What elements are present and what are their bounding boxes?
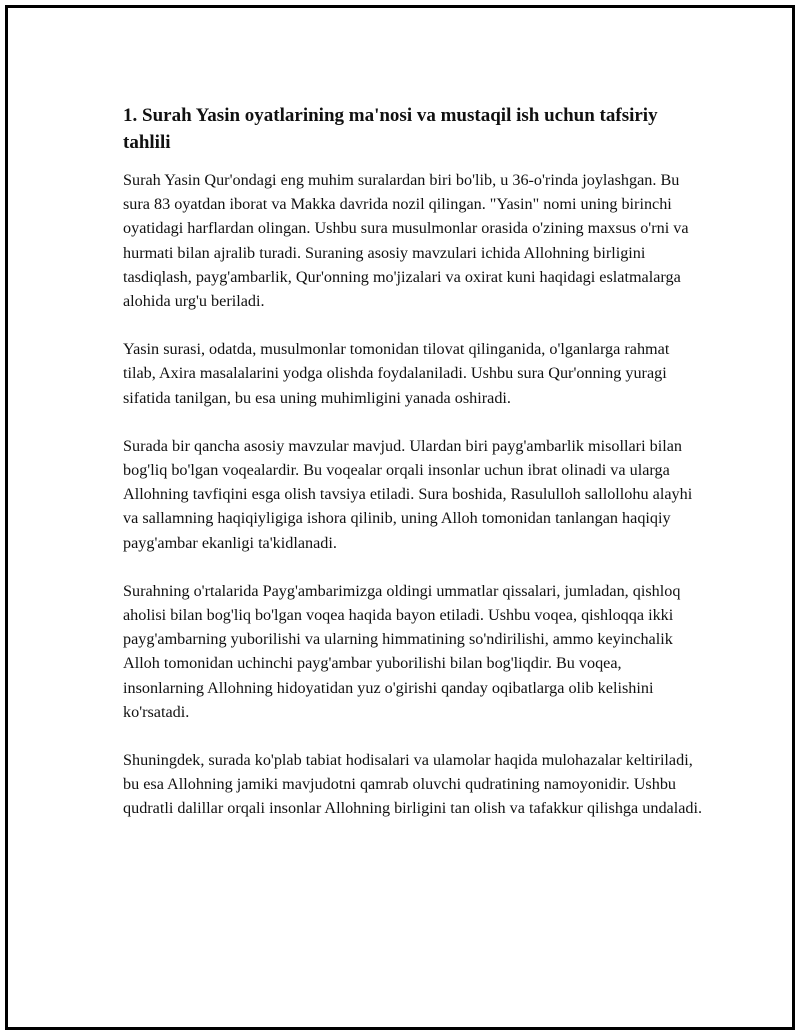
page-frame [5,5,795,1030]
paragraph-3: Surada bir qancha asosiy mavzular mavjud. Ulardan biri payg'ambarlik misollari bilan bog'liq bo'lgan voqealardir. Bu voqealar orqali insonlar uchun ibrat olinadi va ularga Allohning tavfiqini esga olish tavsiya etiladi. Sura boshida, Rasululloh sallollohu alayhi va sallamning haqiqiyligiga ishora qilinib, uning Alloh tomonidan tanlangan haqiqiy payg'ambar ekanligi ta'kidlanadi. [123,436,693,552]
paragraph-4: Surahning o'rtalarida Payg'ambarimizga oldingi ummatlar qissalari, jumladan, qishloq aholisi bilan bog'liq bo'lgan voqea haqida bayon etiladi. Ushbu voqea, qishloqqa ikki payg'ambarning yuborilishi va ularning himmatining so'ndirilishi, ammo keyinchalik Alloh tomonidan uchinchi payg'ambar yuborilishi bilan bog'liqdir. Bu voqea, insonlarning Allohning hidoyatidan yuz o'girishi qanday oqibatlarga olib kelishini ko'rsatadi. [123,581,681,721]
document-title: 1. Surah Yasin oyatlarining ma'nosi va mustaqil ish uchun tafsiriy tahlili [123,105,658,153]
paragraph-5: Shuningdek, surada ko'plab tabiat hodisalari va ulamolar haqida mulohazalar keltiriladi, bu esa Allohning jamiki mavjudotni qamrab oluvchi qudratining namoyonidir. Ushbu qudratli dalillar orqali insonlar Allohning birligini tan olish va tafakkur qilishga undaladi. [123,751,703,818]
paragraph-1: Surah Yasin Qur'ondagi eng muhim suralardan biri bo'lib, u 36-o'rinda joylashgan. Bu sura 83 oyatdan iborat va Makka davrida nozil qilingan. "Yasin" nomi uning birinchi oyatidagi harflardan olingan. Ushbu sura musulmonlar orasida o'zining maxsus o'rni va hurmati bilan ajralib turadi. Suraning asosiy mavzulari ichida Allohning birligini tasdiqlash, payg'ambarlik, Qur'onning mo'jizalari va oxirat kuni haqidagi eslatmalarga alohida urg'u beriladi. [123,171,689,311]
document-body [123,102,703,845]
paragraph-2: Yasin surasi, odatda, musulmonlar tomonidan tilovat qilinganida, o'lganlarga rahmat tilab, Axira masalalarini yodga olishda foydalaniladi. Ushbu sura Qur'onning yuragi sifatida tanilgan, bu esa uning muhimligini yanada oshiradi. [123,340,670,407]
